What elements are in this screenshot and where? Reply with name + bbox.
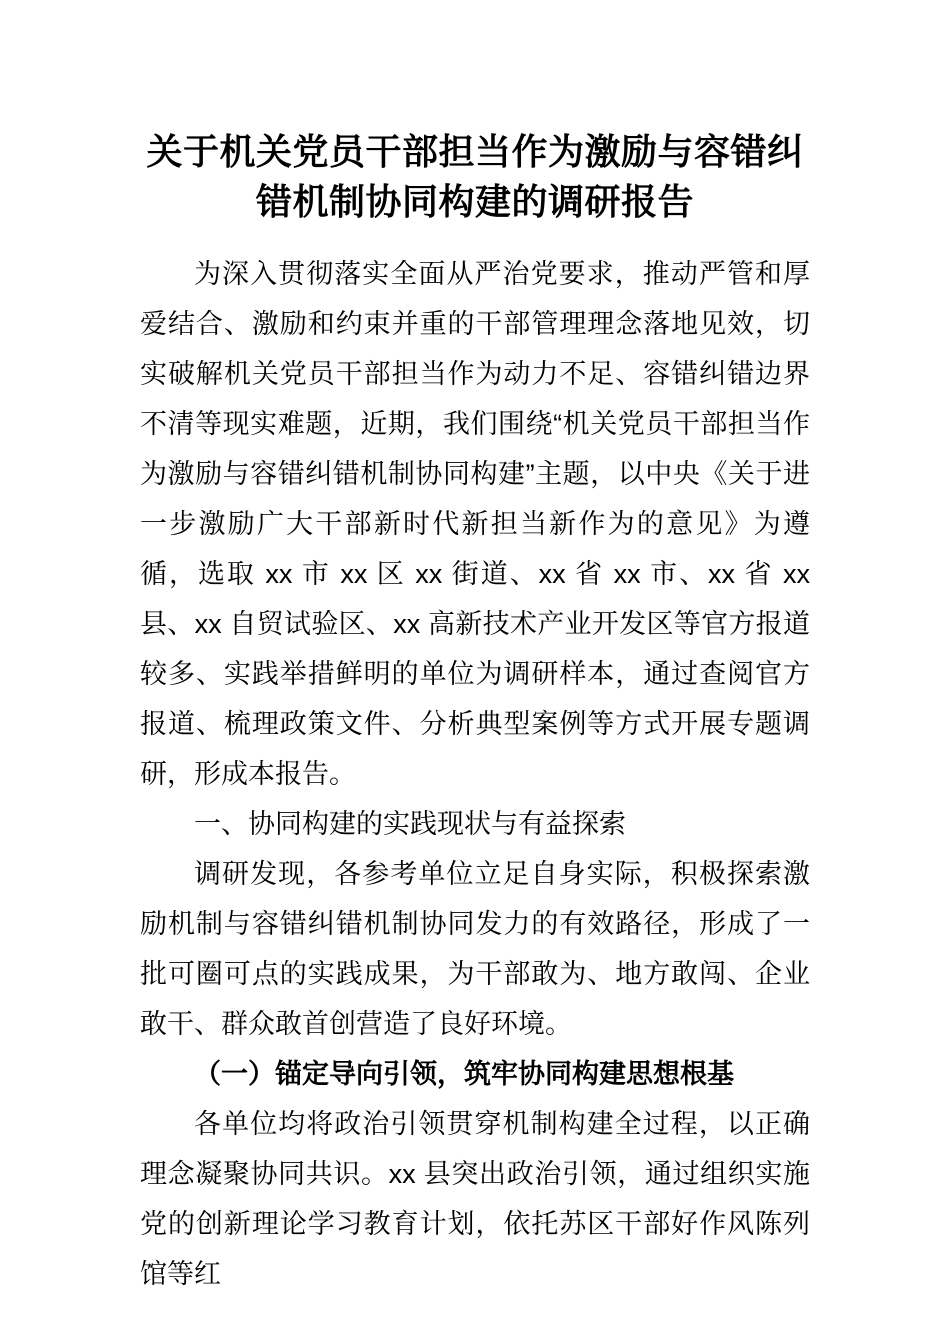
document-body xyxy=(140,249,810,1299)
paragraph: 各单位均将政治引领贯穿机制构建全过程，以正确理念凝聚协同共识。xx 县突出政治引领，通过组织实施党的创新理论学习教育计划，依托苏区干部好作风陈列馆等红 xyxy=(140,1109,810,1289)
sub-section-heading: （一）锚定导向引领，筑牢协同构建思想根基 xyxy=(194,1059,734,1089)
document-title: 关于机关党员干部担当作为激励与容错纠错机制协同构建的调研报告 xyxy=(146,131,804,222)
paragraph: 为深入贯彻落实全面从严治党要求，推动严管和厚爱结合、激励和约束并重的干部管理理念落地见效，切实破解机关党员干部担当作为动力不足、容错纠错边界不清等现实难题，近期，我们围绕“机关党员干部担当作为激励与容错纠错机制协同构建”主题，以中央《关于进一步激励广大干部新时代新担当新作为的意见》为遵循，选取 xx 市 xx 区 xx 街道、xx 省 xx 市、xx 省 xx 县、xx 自贸试验区、xx 高新技术产业开发区等官方报道较多、实践举措鲜明的单位为调研样本，通过查阅官方报道、梳理政策文件、分析典型案例等方式开展专题调研，形成本报告。 xyxy=(140,259,810,789)
paragraph: 调研发现，各参考单位立足自身实际，积极探索激励机制与容错纠错机制协同发力的有效路径，形成了一批可圈可点的实践成果，为干部敢为、地方敢闯、企业敢干、群众敢首创营造了良好环境。 xyxy=(140,859,810,1039)
section-heading: 一、协同构建的实践现状与有益探索 xyxy=(194,809,626,839)
